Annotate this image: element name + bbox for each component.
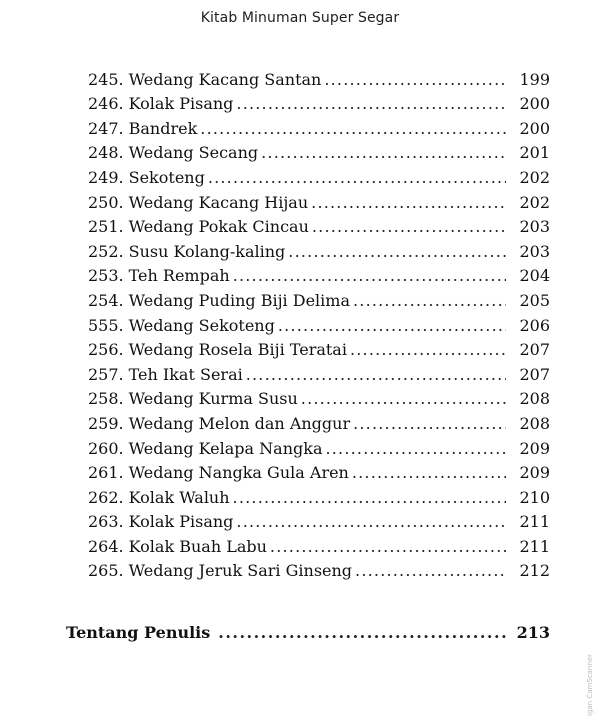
entry-title: Wedang Sekoteng [128,315,275,335]
dot-leader [200,119,506,139]
toc-entry [88,286,550,311]
entry-number: 249. [88,167,124,187]
dot-leader [233,266,506,286]
dot-leader [352,463,506,483]
entry-page-number: 210 [519,487,550,507]
entry-title: Wedang Puding Biji Delima [128,290,350,310]
entry-number: 261. [88,463,124,483]
toc-entry [88,434,550,459]
entry-page-number: 202 [519,167,550,187]
dot-leader [218,622,508,644]
dot-leader [325,439,506,459]
scanner-watermark: igan CamScanner [586,654,594,716]
entry-title: Kolak Buah Labu [128,536,267,556]
toc-entry [88,409,550,434]
entry-page-number: 208 [519,413,550,433]
entry-page-number: 205 [519,290,550,310]
entry-page-number: 203 [519,241,550,261]
about-author-page-number: 213 [516,623,550,642]
entry-number: 260. [88,438,124,458]
entry-number: 259. [88,413,124,433]
dot-leader [288,242,506,262]
dot-leader [236,512,506,532]
entry-number: 253. [88,266,124,286]
entry-page-number: 208 [519,389,550,409]
dot-leader [278,316,506,336]
toc-entry [88,213,550,238]
toc-entry [88,237,550,262]
entry-number: 265. [88,561,124,581]
entry-page-number: 200 [519,94,550,114]
entry-title: Kolak Pisang [128,512,234,532]
toc-entry [88,188,550,213]
entry-title: Susu Kolang-kaling [128,241,286,261]
entry-page-number: 206 [519,315,550,335]
entry-title: Wedang Melon dan Anggur [128,413,351,433]
entry-title: Teh Rempah [128,266,230,286]
toc-entry [88,360,550,385]
dot-leader [355,561,506,581]
entry-number: 264. [88,536,124,556]
toc-entry [88,311,550,336]
dot-leader [246,365,506,385]
entry-title: Wedang Nangka Gula Aren [128,463,349,483]
entry-page-number: 209 [519,463,550,483]
entry-title: Bandrek [128,118,198,138]
entry-page-number: 202 [519,192,550,212]
toc-entry [88,114,550,139]
dot-leader [324,70,506,90]
entry-title: Wedang Kacang Santan [128,69,322,89]
entry-title: Wedang Kelapa Nangka [128,438,323,458]
dot-leader [270,537,506,557]
about-author-title: Tentang Penulis [66,623,211,642]
toc-entry [88,557,550,582]
dot-leader [350,340,506,360]
entry-page-number: 200 [519,118,550,138]
entry-number: 245. [88,69,124,89]
dot-leader [312,217,506,237]
toc-entry-about-author [66,622,550,644]
entry-number: 248. [88,143,124,163]
toc-entry [88,90,550,115]
entry-page-number: 211 [519,536,550,556]
entry-page-number: 209 [519,438,550,458]
entry-number: 250. [88,192,124,212]
entry-title: Kolak Pisang [128,94,234,114]
table-of-contents [88,65,550,581]
entry-title: Wedang Rosela Biji Teratai [128,340,347,360]
entry-title: Sekoteng [128,167,205,187]
toc-entry [88,65,550,90]
toc-entry [88,532,550,557]
entry-number: 246. [88,94,124,114]
toc-entry [88,508,550,533]
toc-entry [88,459,550,484]
toc-entry [88,336,550,361]
entry-title: Wedang Kacang Hijau [128,192,309,212]
entry-number: 555. [88,315,124,335]
dot-leader [208,168,506,188]
entry-page-number: 199 [519,69,550,89]
entry-title: Wedang Pokak Cincau [128,217,309,237]
toc-entry [88,139,550,164]
entry-number: 263. [88,512,124,532]
running-header: Kitab Minuman Super Segar [200,10,400,26]
entry-title: Teh Ikat Serai [128,364,243,384]
dot-leader [301,389,506,409]
entry-number: 247. [88,118,124,138]
entry-page-number: 211 [519,512,550,532]
entry-number: 251. [88,217,124,237]
entry-number: 256. [88,340,124,360]
entry-page-number: 207 [519,364,550,384]
toc-entry [88,163,550,188]
dot-leader [353,291,506,311]
entry-page-number: 212 [519,561,550,581]
entry-number: 254. [88,290,124,310]
entry-title: Wedang Kurma Susu [128,389,298,409]
entry-title: Kolak Waluh [128,487,230,507]
toc-entry [88,385,550,410]
dot-leader [311,193,506,213]
entry-page-number: 204 [519,266,550,286]
entry-page-number: 201 [519,143,550,163]
entry-number: 257. [88,364,124,384]
dot-leader [261,143,506,163]
entry-number: 258. [88,389,124,409]
toc-entry [88,483,550,508]
dot-leader [353,414,506,434]
dot-leader [233,488,506,508]
entry-title: Wedang Jeruk Sari Ginseng [128,561,353,581]
toc-entry [88,262,550,287]
entry-page-number: 207 [519,340,550,360]
entry-title: Wedang Secang [128,143,259,163]
dot-leader [236,94,506,114]
entry-number: 252. [88,241,124,261]
entry-page-number: 203 [519,217,550,237]
entry-number: 262. [88,487,124,507]
